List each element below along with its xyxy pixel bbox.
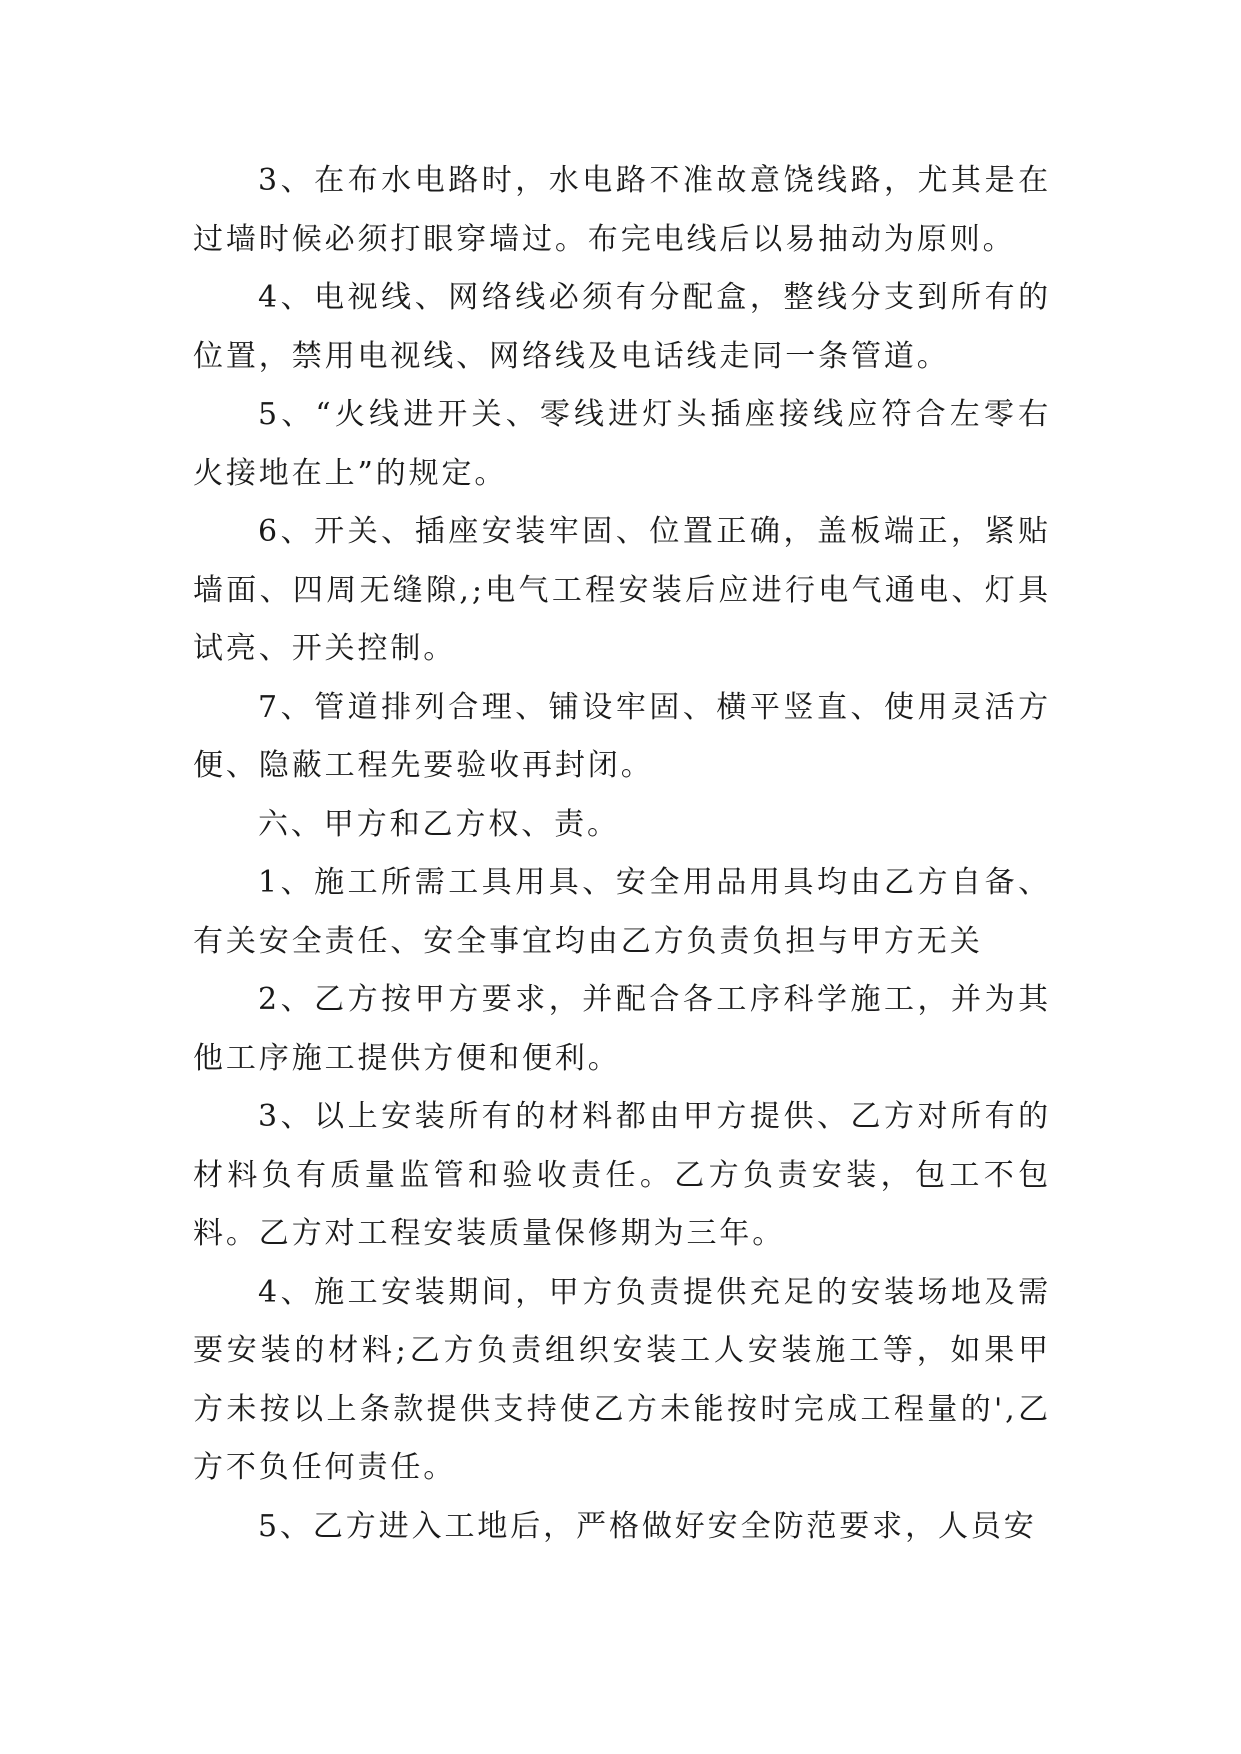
paragraph-site-safety: 5、乙方进入工地后，严格做好安全防范要求，人员安 (258, 1508, 1037, 1544)
paragraph-live-neutral-wiring: 5、“火线进开关、零线进灯头插座接线应符合左零右火接地在上”的规定。 (193, 397, 1051, 491)
paragraph-pipe-arrangement: 7、管道排列合理、铺设牢固、横平竖直、使用灵活方便、隐蔽工程先要验收再封闭。 (193, 689, 1051, 783)
paragraph-installation-period: 4、施工安装期间，甲方负责提供充足的安装场地及需要安装的材料;乙方负责组织安装工人安装施工等，如果甲方未按以上条款提供支持使乙方未能按时完成工程量的',乙方不负任何责任。 (193, 1274, 1051, 1485)
paragraph-tv-network-lines: 4、电视线、网络线必须有分配盒，整线分支到所有的位置，禁用电视线、网络线及电话线走同一条管道。 (193, 280, 1051, 374)
document-page (193, 152, 1051, 1556)
paragraph-materials-warranty: 3、以上安装所有的材料都由甲方提供、乙方对所有的材料负有质量监管和验收责任。乙方负责安装，包工不包料。乙方对工程安装质量保修期为三年。 (193, 1099, 1051, 1251)
paragraph-cooperation: 2、乙方按甲方要求，并配合各工序科学施工，并为其他工序施工提供方便和便利。 (193, 982, 1051, 1076)
paragraph-wiring-routing: 3、在布水电路时，水电路不准故意饶线路，尤其是在过墙时候必须打眼穿墙过。布完电线后以易抽动为原则。 (193, 163, 1051, 257)
paragraph-switch-socket-install: 6、开关、插座安装牢固、位置正确，盖板端正，紧贴墙面、四周无缝隙,;电气工程安装后应进行电气通电、灯具试亮、开关控制。 (193, 514, 1051, 666)
section-heading-rights-responsibilities: 六、甲方和乙方权、责。 (258, 806, 620, 842)
paragraph-tools-safety: 1、施工所需工具用具、安全用品用具均由乙方自备、有关安全责任、安全事宜均由乙方负责负担与甲方无关 (193, 865, 1051, 959)
